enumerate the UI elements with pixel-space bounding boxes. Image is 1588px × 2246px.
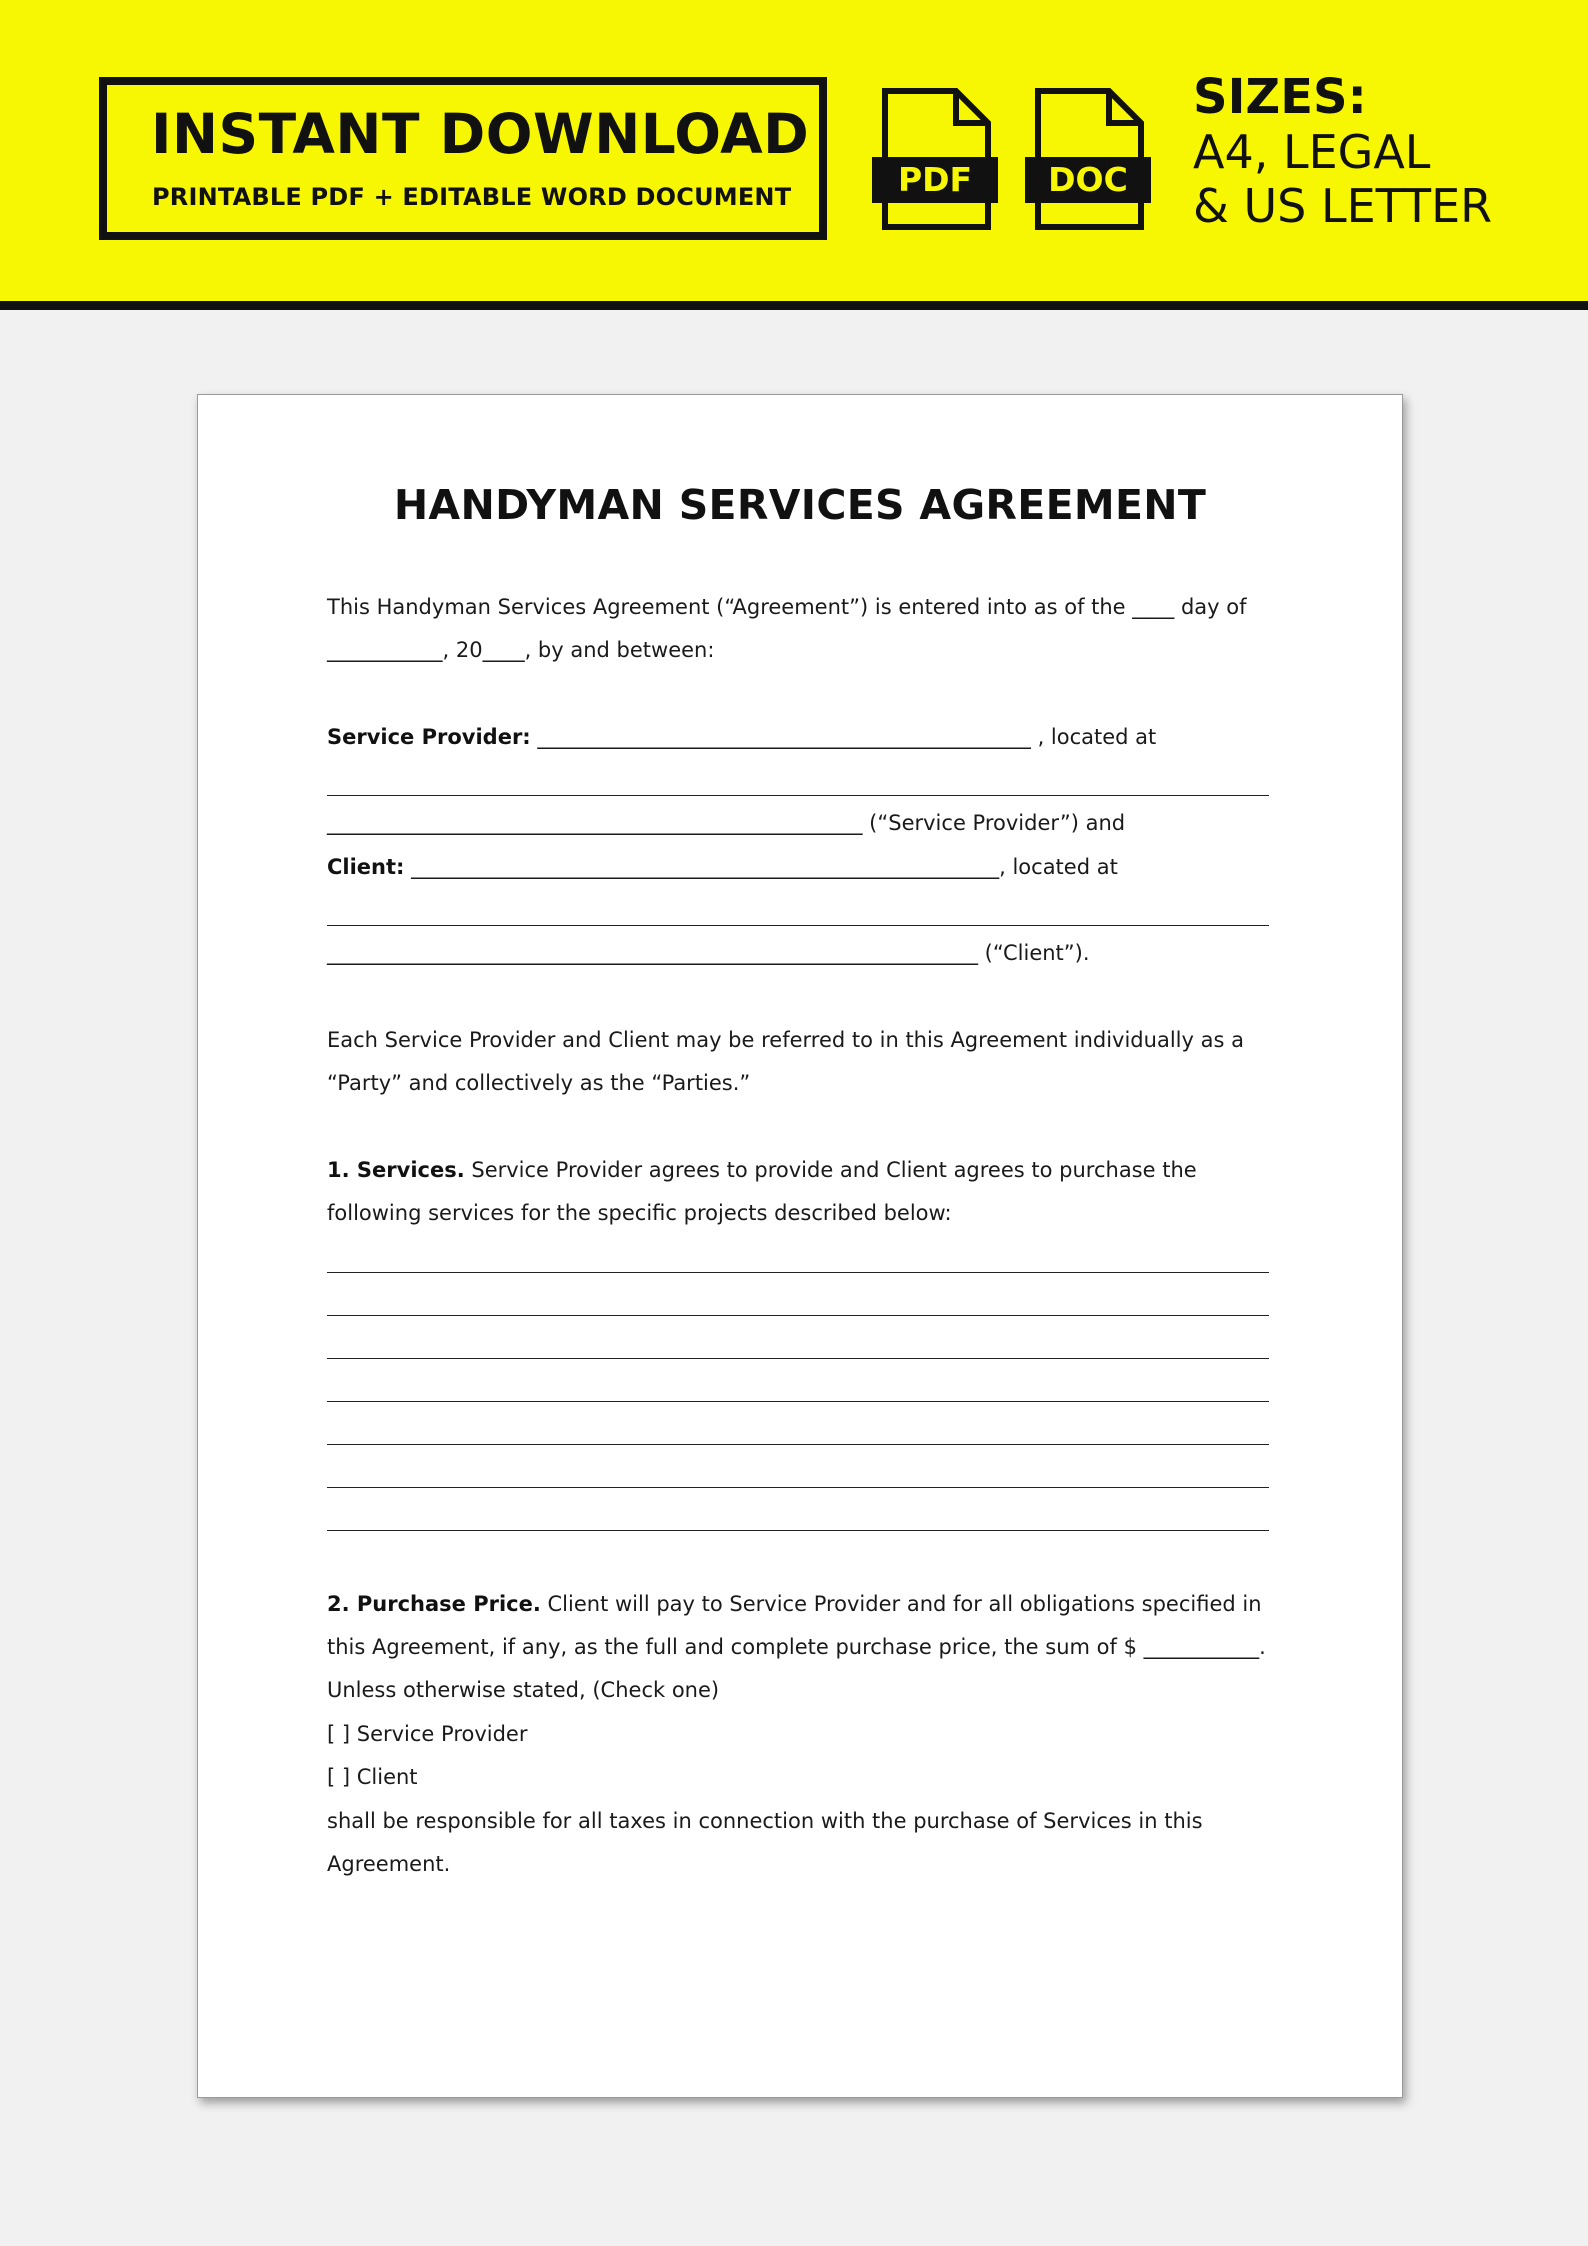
services-line-2: following services for the specific projects described below: (327, 1201, 952, 1225)
price-line-3: Unless otherwise stated, (Check one) (327, 1678, 720, 1702)
parties-line-2: “Party” and collectively as the “Parties.” (327, 1071, 751, 1095)
price-text: Client will pay to Service Provider and for all obligations specified in (540, 1592, 1262, 1616)
client-label: Client: (327, 855, 405, 879)
document-page (197, 394, 1403, 2098)
services-rule (327, 1315, 1269, 1316)
instant-download-subline: PRINTABLE PDF + EDITABLE WORD DOCUMENT (152, 183, 792, 211)
sizes-line-1: A4, LEGAL (1193, 125, 1431, 179)
service-provider-line (327, 722, 1156, 752)
checkbox-service-provider[interactable]: [ ] Service Provider (327, 1722, 528, 1746)
checkbox-client[interactable]: [ ] Client (327, 1765, 418, 1789)
promo-banner (0, 0, 1588, 310)
parties-line-1: Each Service Provider and Client may be referred to in this Agreement individually as a (327, 1028, 1244, 1052)
pdf-file-icon (870, 85, 1000, 235)
intro-line-1: This Handyman Services Agreement (“Agreement”) is entered into as of the ____ day of (327, 595, 1247, 619)
services-rule (327, 1401, 1269, 1402)
instant-download-box (99, 77, 827, 240)
client-blank: ________________________________________________________, located at (404, 855, 1118, 879)
available-sizes (1193, 69, 1493, 237)
client-address-rule-1 (327, 925, 1269, 926)
services-rule (327, 1358, 1269, 1359)
services-rule (327, 1487, 1269, 1488)
client-address-line: ______________________________________________________________ (“Client”). (327, 941, 1090, 965)
client-line (327, 852, 1118, 882)
services-rule (327, 1272, 1269, 1273)
doc-file-label: DOC (1048, 160, 1128, 199)
taxes-line-2: Agreement. (327, 1852, 451, 1876)
document-title: HANDYMAN SERVICES AGREEMENT (393, 481, 1207, 529)
instant-download-headline: INSTANT DOWNLOAD (151, 102, 810, 166)
intro-line-2: ___________, 20____, by and between: (327, 638, 715, 662)
taxes-line-1: shall be responsible for all taxes in connection with the purchase of Services in this (327, 1809, 1203, 1833)
sizes-title: SIZES: (1193, 69, 1367, 125)
sizes-line-2: & US LETTER (1193, 179, 1493, 233)
services-rule (327, 1444, 1269, 1445)
service-provider-address-rule-1 (327, 795, 1269, 796)
services-heading: 1. Services. (327, 1158, 465, 1182)
price-heading: 2. Purchase Price. (327, 1592, 541, 1616)
price-line-1 (327, 1589, 1262, 1619)
service-provider-address-line: ___________________________________________________ (“Service Provider”) and (327, 811, 1126, 835)
services-rule (327, 1530, 1269, 1531)
services-text: Service Provider agrees to provide and Client agrees to purchase the (464, 1158, 1197, 1182)
price-line-2: this Agreement, if any, as the full and complete purchase price, the sum of $ ___________. (327, 1635, 1266, 1659)
doc-file-icon (1023, 85, 1153, 235)
pdf-file-label: PDF (897, 160, 973, 199)
service-provider-label: Service Provider: (327, 725, 531, 749)
services-line-1 (327, 1155, 1197, 1185)
service-provider-blank: _______________________________________________ , located at (530, 725, 1157, 749)
